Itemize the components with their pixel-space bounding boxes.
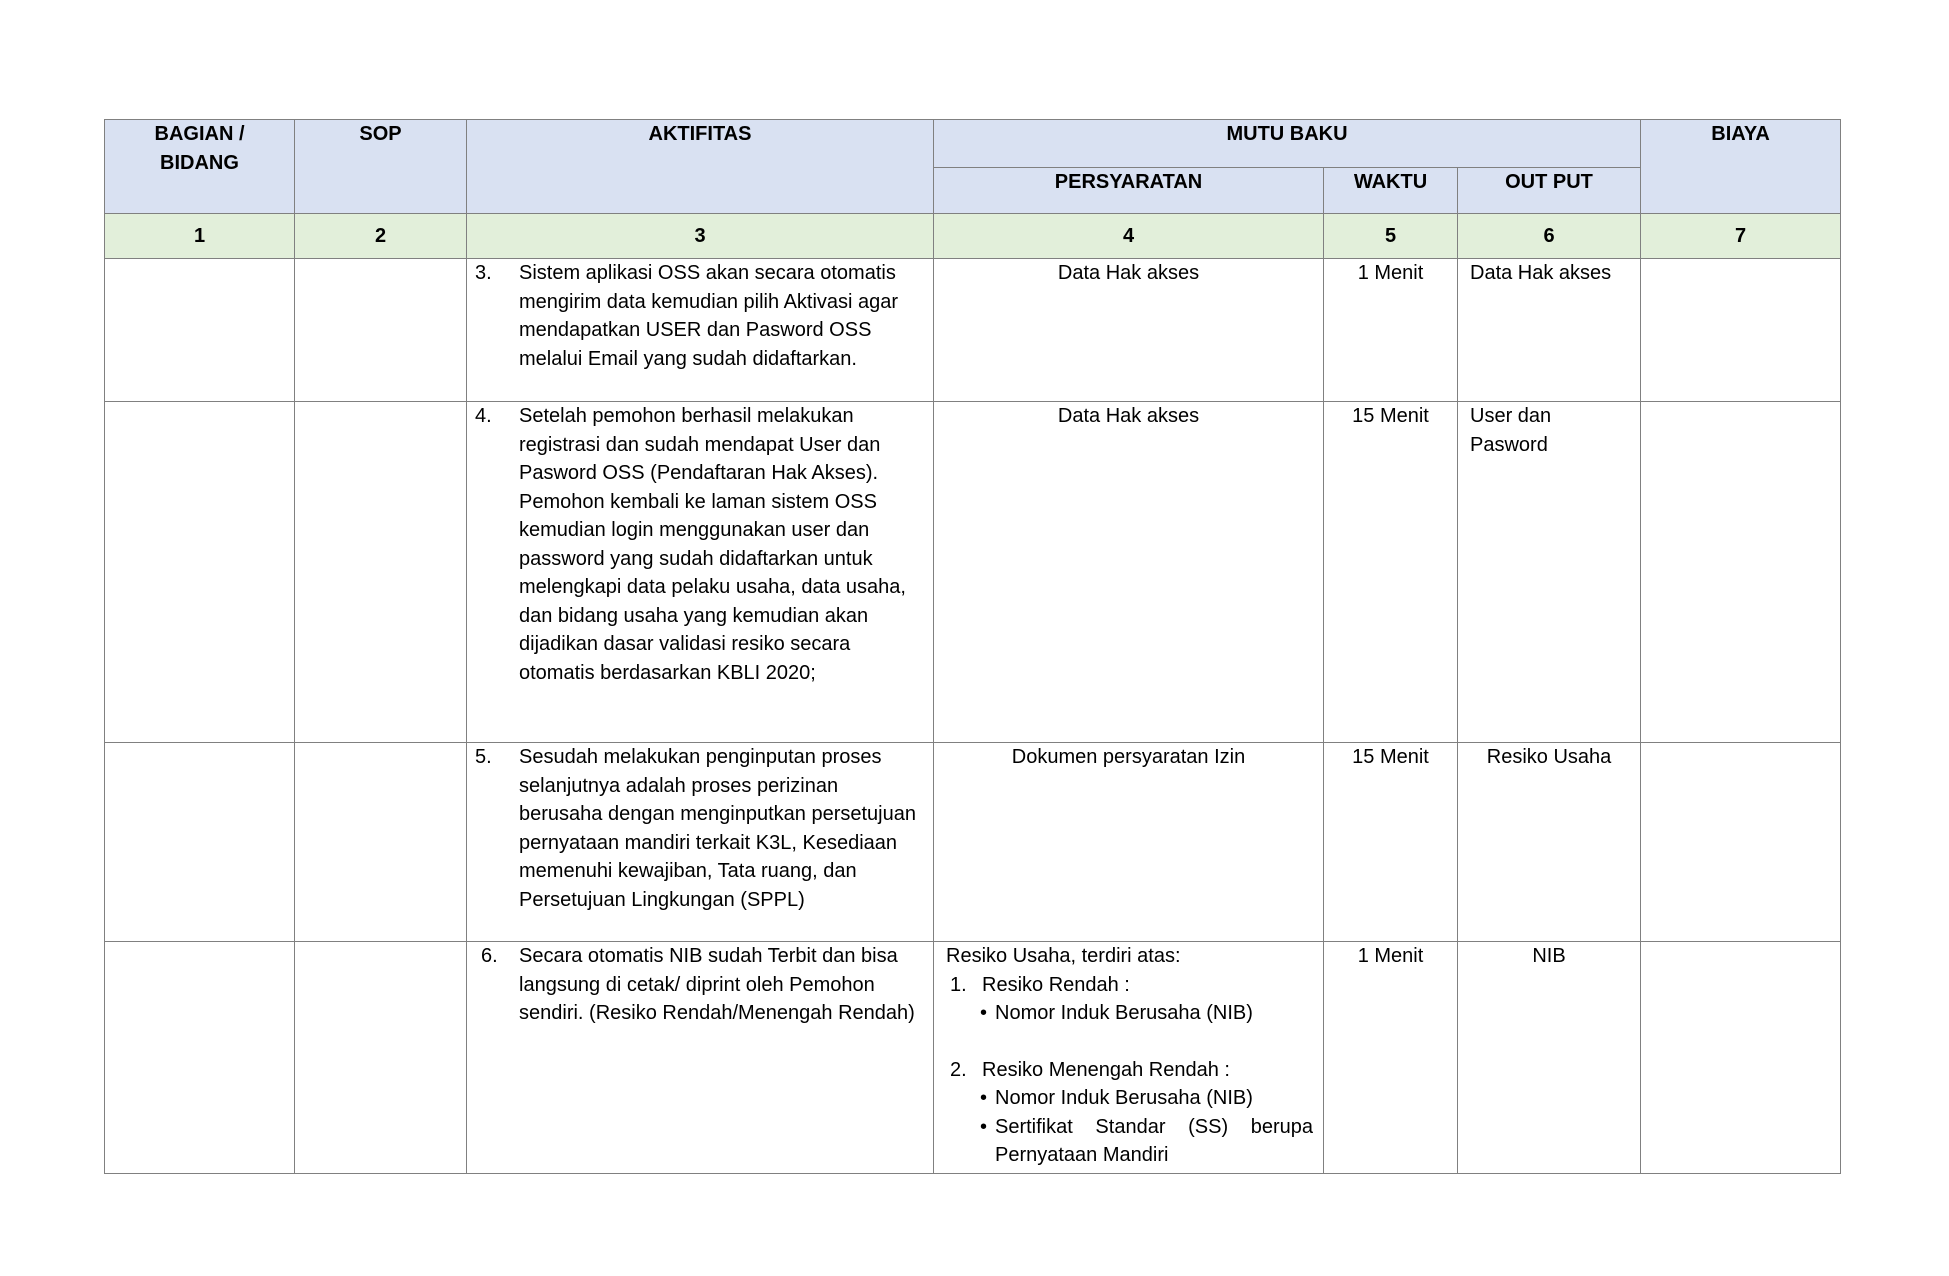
bullet-icon: • xyxy=(980,1002,988,1024)
biaya-cell xyxy=(1641,942,1841,1174)
table-row xyxy=(105,259,1841,402)
output-cell: Data Hak akses xyxy=(1458,259,1641,402)
column-number: 4 xyxy=(934,214,1324,259)
step-number: 4. xyxy=(475,405,492,427)
sop-table xyxy=(104,119,1841,1174)
table-row xyxy=(105,743,1841,942)
column-number: 2 xyxy=(295,214,467,259)
waktu-cell: 15 Menit xyxy=(1324,743,1458,942)
sop-cell xyxy=(295,259,467,402)
aktifitas-cell xyxy=(467,942,934,1174)
biaya-cell xyxy=(1641,743,1841,942)
bullet-text: Sertifikat Standar (SS) berupa Pernyataan Mandiri xyxy=(995,1115,1313,1166)
aktifitas-cell xyxy=(467,743,934,942)
requirement-bullet xyxy=(946,1084,1313,1113)
bullet-text: Nomor Induk Berusaha (NIB) xyxy=(995,1002,1253,1024)
sop-cell xyxy=(295,402,467,743)
bagian-cell xyxy=(105,743,295,942)
persyaratan-cell: Data Hak akses xyxy=(934,402,1324,743)
column-number-row xyxy=(105,214,1841,259)
persyaratan-cell: Data Hak akses xyxy=(934,259,1324,402)
header-persyaratan: PERSYARATAN xyxy=(934,168,1324,214)
output-cell: User dan Pasword xyxy=(1458,402,1641,743)
table-row xyxy=(105,402,1841,743)
step-number: 3. xyxy=(475,262,492,284)
step-number: 6. xyxy=(481,945,498,967)
bullet-icon: • xyxy=(980,1087,988,1109)
header-aktifitas: AKTIFITAS xyxy=(467,120,934,214)
step-number: 5. xyxy=(475,746,492,768)
requirement-item xyxy=(946,1056,1313,1085)
bagian-cell xyxy=(105,402,295,743)
step-text: Secara otomatis NIB sudah Terbit dan bisa langsung di cetak/ diprint oleh Pemohon sendiri. (Resiko Rendah/Menengah Rendah) xyxy=(519,945,915,1024)
requirement-label: Resiko Menengah Rendah : xyxy=(982,1058,1230,1081)
requirement-bullet xyxy=(946,1113,1313,1170)
header-sop: SOP xyxy=(295,120,467,214)
waktu-cell: 1 Menit xyxy=(1324,942,1458,1174)
waktu-cell: 15 Menit xyxy=(1324,402,1458,743)
requirement-intro: Resiko Usaha, terdiri atas: xyxy=(946,945,1181,967)
column-number: 7 xyxy=(1641,214,1841,259)
step-text: Sesudah melakukan penginputan proses selanjutnya adalah proses perizinan berusaha dengan menginputkan persetujuan pernyataan mandiri terkait K3L, Kesediaan memenuhi kewajiban, Tata ruang, dan Persetujuan Lingkungan (SPPL) xyxy=(519,746,916,911)
requirement-item xyxy=(946,971,1313,1000)
bagian-cell xyxy=(105,259,295,402)
aktifitas-cell xyxy=(467,259,934,402)
bagian-cell xyxy=(105,942,295,1174)
column-number: 5 xyxy=(1324,214,1458,259)
requirement-number: 2. xyxy=(950,1058,967,1081)
persyaratan-cell: Dokumen persyaratan Izin xyxy=(934,743,1324,942)
header-output: OUT PUT xyxy=(1458,168,1641,214)
table-row xyxy=(105,942,1841,1174)
requirement-list xyxy=(934,942,1323,1170)
output-cell: Resiko Usaha xyxy=(1458,743,1641,942)
header-waktu: WAKTU xyxy=(1324,168,1458,214)
header-biaya: BIAYA xyxy=(1641,120,1841,214)
sop-cell xyxy=(295,942,467,1174)
step-text: Sistem aplikasi OSS akan secara otomatis mengirim data kemudian pilih Aktivasi agar mendapatkan USER dan Pasword OSS melalui Email yang sudah didaftarkan. xyxy=(519,262,899,370)
output-cell: NIB xyxy=(1458,942,1641,1174)
requirement-number: 1. xyxy=(950,973,967,996)
waktu-cell: 1 Menit xyxy=(1324,259,1458,402)
header-bagian: BAGIAN / BIDANG xyxy=(105,120,295,214)
persyaratan-cell xyxy=(934,942,1324,1174)
aktifitas-cell xyxy=(467,402,934,743)
bullet-text: Nomor Induk Berusaha (NIB) xyxy=(995,1087,1253,1109)
header-mutu-baku: MUTU BAKU xyxy=(934,120,1641,168)
column-number: 1 xyxy=(105,214,295,259)
column-number: 3 xyxy=(467,214,934,259)
requirement-label: Resiko Rendah : xyxy=(982,973,1130,996)
biaya-cell xyxy=(1641,259,1841,402)
column-number: 6 xyxy=(1458,214,1641,259)
requirement-bullet xyxy=(946,999,1313,1028)
biaya-cell xyxy=(1641,402,1841,743)
bullet-icon: • xyxy=(980,1115,988,1138)
sop-cell xyxy=(295,743,467,942)
step-text: Setelah pemohon berhasil melakukan registrasi dan sudah mendapat User dan Pasword OSS (Pendaftaran Hak Akses). Pemohon kembali ke laman sistem OSS kemudian login menggunakan user dan password yang sudah didaftarkan untuk melengkapi data pelaku usaha, data usaha, dan bidang usaha yang kemudian akan dijadikan dasar validasi resiko secara otomatis berdasarkan KBLI 2020; xyxy=(519,405,906,684)
